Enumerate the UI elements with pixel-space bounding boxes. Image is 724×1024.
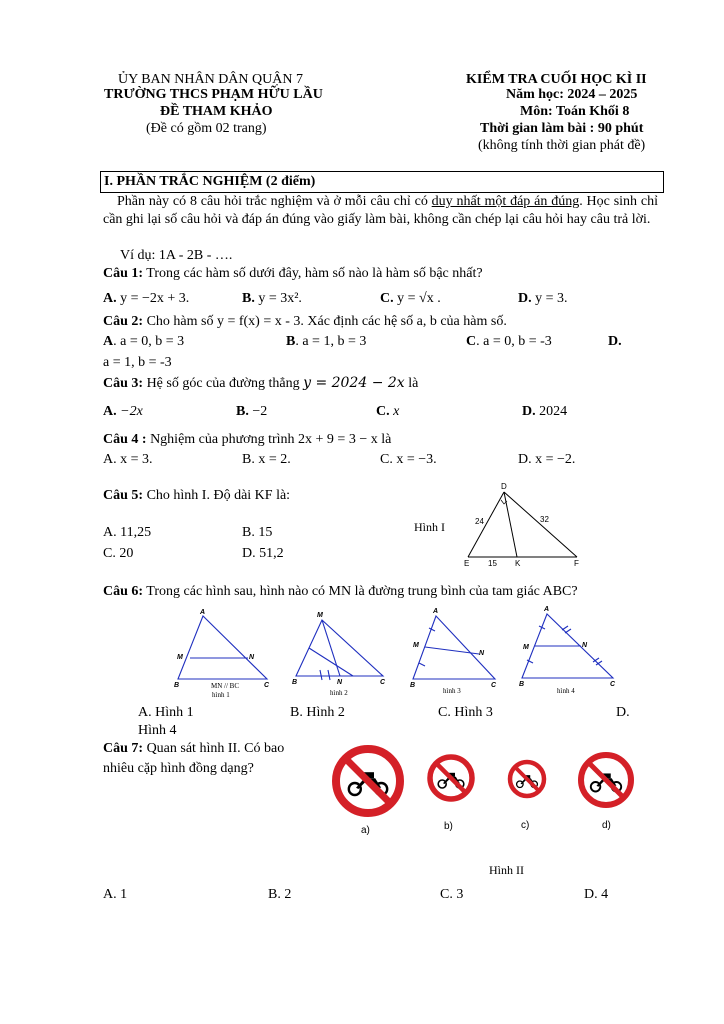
fig2-b: B xyxy=(292,679,298,686)
q6-option-c: C. Hình 3 xyxy=(438,705,493,720)
length-df: 32 xyxy=(540,515,549,524)
answer-example: Ví dụ: 1A - 2B - …. xyxy=(120,248,233,263)
q6-option-a: A. Hình 1 xyxy=(138,705,194,720)
fig1-caption: hình 1 xyxy=(212,691,230,699)
q6-option-b: B. Hình 2 xyxy=(290,705,345,720)
school-name: TRƯỜNG THCS PHẠM HỮU LẦU xyxy=(104,87,323,102)
question-7: Câu 7: Quan sát hình II. Có bao xyxy=(103,741,285,756)
exam-title: KIỂM TRA CUỐI HỌC KÌ II xyxy=(466,72,647,87)
q6-option-d-label: D. xyxy=(616,705,630,720)
q6-option-d: Hình 4 xyxy=(138,723,177,738)
authority-name: ỦY BAN NHÂN DÂN QUẬN 7 xyxy=(118,72,303,87)
fig1-note: MN // BC xyxy=(211,682,240,690)
figure-i-label: Hình I xyxy=(414,520,445,534)
sign-b xyxy=(430,757,472,799)
sign-d xyxy=(581,755,631,805)
q1-option-d: D. y = 3. xyxy=(518,291,568,306)
question-4: Câu 4 : Nghiệm của phương trình 2x + 9 = 3 − x là xyxy=(103,432,392,447)
figure-hinh-2 xyxy=(296,620,383,680)
q5-option-a: A. 11,25 xyxy=(103,525,152,540)
point-e: E xyxy=(464,559,470,568)
q7-option-d: D. 4 xyxy=(584,887,609,902)
q1-option-b: B. y = 3x². xyxy=(242,291,302,306)
question-3: Câu 3: Hệ số góc của đường thẳng y = 2024 − 2x là xyxy=(103,375,419,391)
section-title: I. PHẦN TRẮC NGHIỆM (2 điểm) xyxy=(104,174,316,189)
fig4-n: N xyxy=(582,642,588,649)
question-6: Câu 6: Trong các hình sau, hình nào có MN là đường trung bình của tam giác ABC? xyxy=(103,584,578,599)
intro-emphasis: duy nhất một đáp án đúng xyxy=(431,194,580,209)
fig4-caption: hình 4 xyxy=(557,687,575,695)
fig4-a: A xyxy=(544,606,550,613)
q3-option-b: B. −2 xyxy=(236,404,268,419)
sign-d-label: d) xyxy=(602,820,611,831)
q2-option-c: C. a = 0, b = -3 xyxy=(466,334,552,349)
length-ek: 15 xyxy=(488,559,497,568)
q5-option-b: B. 15 xyxy=(242,525,273,540)
figure-i-triangle xyxy=(460,480,590,570)
q2-option-b: B. a = 1, b = 3 xyxy=(286,334,367,349)
exam-type: ĐỀ THAM KHẢO xyxy=(160,104,273,119)
figure-hinh-1 xyxy=(178,616,267,679)
question-5: Câu 5: Cho hình I. Độ dài KF là: xyxy=(103,488,291,503)
sign-c xyxy=(510,762,544,796)
figure-hinh-3 xyxy=(413,616,495,679)
subject: Môn: Toán Khối 8 xyxy=(520,104,630,119)
q3-option-d: D. 2024 xyxy=(522,404,568,419)
fig2-n: N xyxy=(337,679,343,686)
fig3-caption: hình 3 xyxy=(443,687,461,695)
q5-option-c: C. 20 xyxy=(103,546,134,561)
fig1-n: N xyxy=(249,654,255,661)
q4-option-a: A. x = 3. xyxy=(103,452,153,467)
figure-hinh-4 xyxy=(522,614,613,678)
figure-ii-signs xyxy=(328,742,648,842)
fig1-a: A xyxy=(200,609,206,616)
q1-option-c: C. y = √x . xyxy=(380,291,441,306)
sign-a-label: a) xyxy=(361,825,370,836)
duration-note: (không tính thời gian phát đề) xyxy=(478,138,646,153)
segment-de xyxy=(468,492,504,557)
length-de: 24 xyxy=(475,517,484,526)
fig2-caption: hình 2 xyxy=(330,689,348,697)
q2-option-a: A. a = 0, b = 3 xyxy=(103,334,185,349)
section-intro xyxy=(103,193,658,229)
q7-option-b: B. 2 xyxy=(268,887,292,902)
page-count-note: (Đề có gồm 02 trang) xyxy=(146,121,267,136)
point-d: D xyxy=(501,482,507,491)
q1-option-a: A. y = −2x + 3. xyxy=(103,291,190,306)
q4-option-c: C. x = −3. xyxy=(380,452,437,467)
q7-option-c: C. 3 xyxy=(440,887,464,902)
fig3-n: N xyxy=(479,650,485,657)
fig4-m: M xyxy=(523,644,529,651)
intro-text-end: . Học sinh chỉ cần ghi lại số câu hỏi và đáp án đúng vào giấy làm bài, không cần chép lại câu hỏi hay câu trả lời. xyxy=(103,194,658,227)
figure-ii-label: Hình II xyxy=(489,863,524,877)
fig3-b: B xyxy=(410,682,416,689)
fig3-a: A xyxy=(433,608,439,615)
q5-option-d: D. 51,2 xyxy=(242,546,284,561)
duration: Thời gian làm bài : 90 phút xyxy=(480,121,644,136)
intro-text: Phần này có 8 câu hỏi trắc nghiệm và ở mỗi câu chỉ có xyxy=(117,194,432,209)
q3-option-a: A. −2x xyxy=(103,404,143,419)
q2-option-d-label: D. xyxy=(608,334,622,349)
school-year: Năm học: 2024 – 2025 xyxy=(506,87,638,102)
fig4-b: B xyxy=(519,681,525,688)
sign-a xyxy=(336,749,400,813)
sign-c-label: c) xyxy=(521,820,530,831)
fig2-m: M xyxy=(317,612,323,619)
fig3-m: M xyxy=(413,642,419,649)
fig3-c: C xyxy=(491,682,497,689)
q7-option-a: A. 1 xyxy=(103,887,128,902)
point-f: F xyxy=(574,559,579,568)
question-2: Câu 2: Cho hàm số y = f(x) = x - 3. Xác định các hệ số a, b của hàm số. xyxy=(103,314,507,329)
fig2-c: C xyxy=(380,679,386,686)
q2-option-d: a = 1, b = -3 xyxy=(103,355,172,370)
q3-option-c: C. x xyxy=(376,404,400,419)
question-1: Câu 1: Trong các hàm số dưới đây, hàm số nào là hàm số bậc nhất? xyxy=(103,266,483,281)
fig1-b: B xyxy=(174,682,180,689)
sign-b-label: b) xyxy=(444,821,453,832)
q4-option-b: B. x = 2. xyxy=(242,452,291,467)
fig1-c: C xyxy=(264,682,270,689)
fig4-c: C xyxy=(610,681,616,688)
point-k: K xyxy=(515,559,521,568)
fig1-m: M xyxy=(177,654,183,661)
question-7-cont: nhiêu cặp hình đồng dạng? xyxy=(103,761,254,776)
q4-option-d: D. x = −2. xyxy=(518,452,576,467)
q6-figures xyxy=(170,604,640,700)
